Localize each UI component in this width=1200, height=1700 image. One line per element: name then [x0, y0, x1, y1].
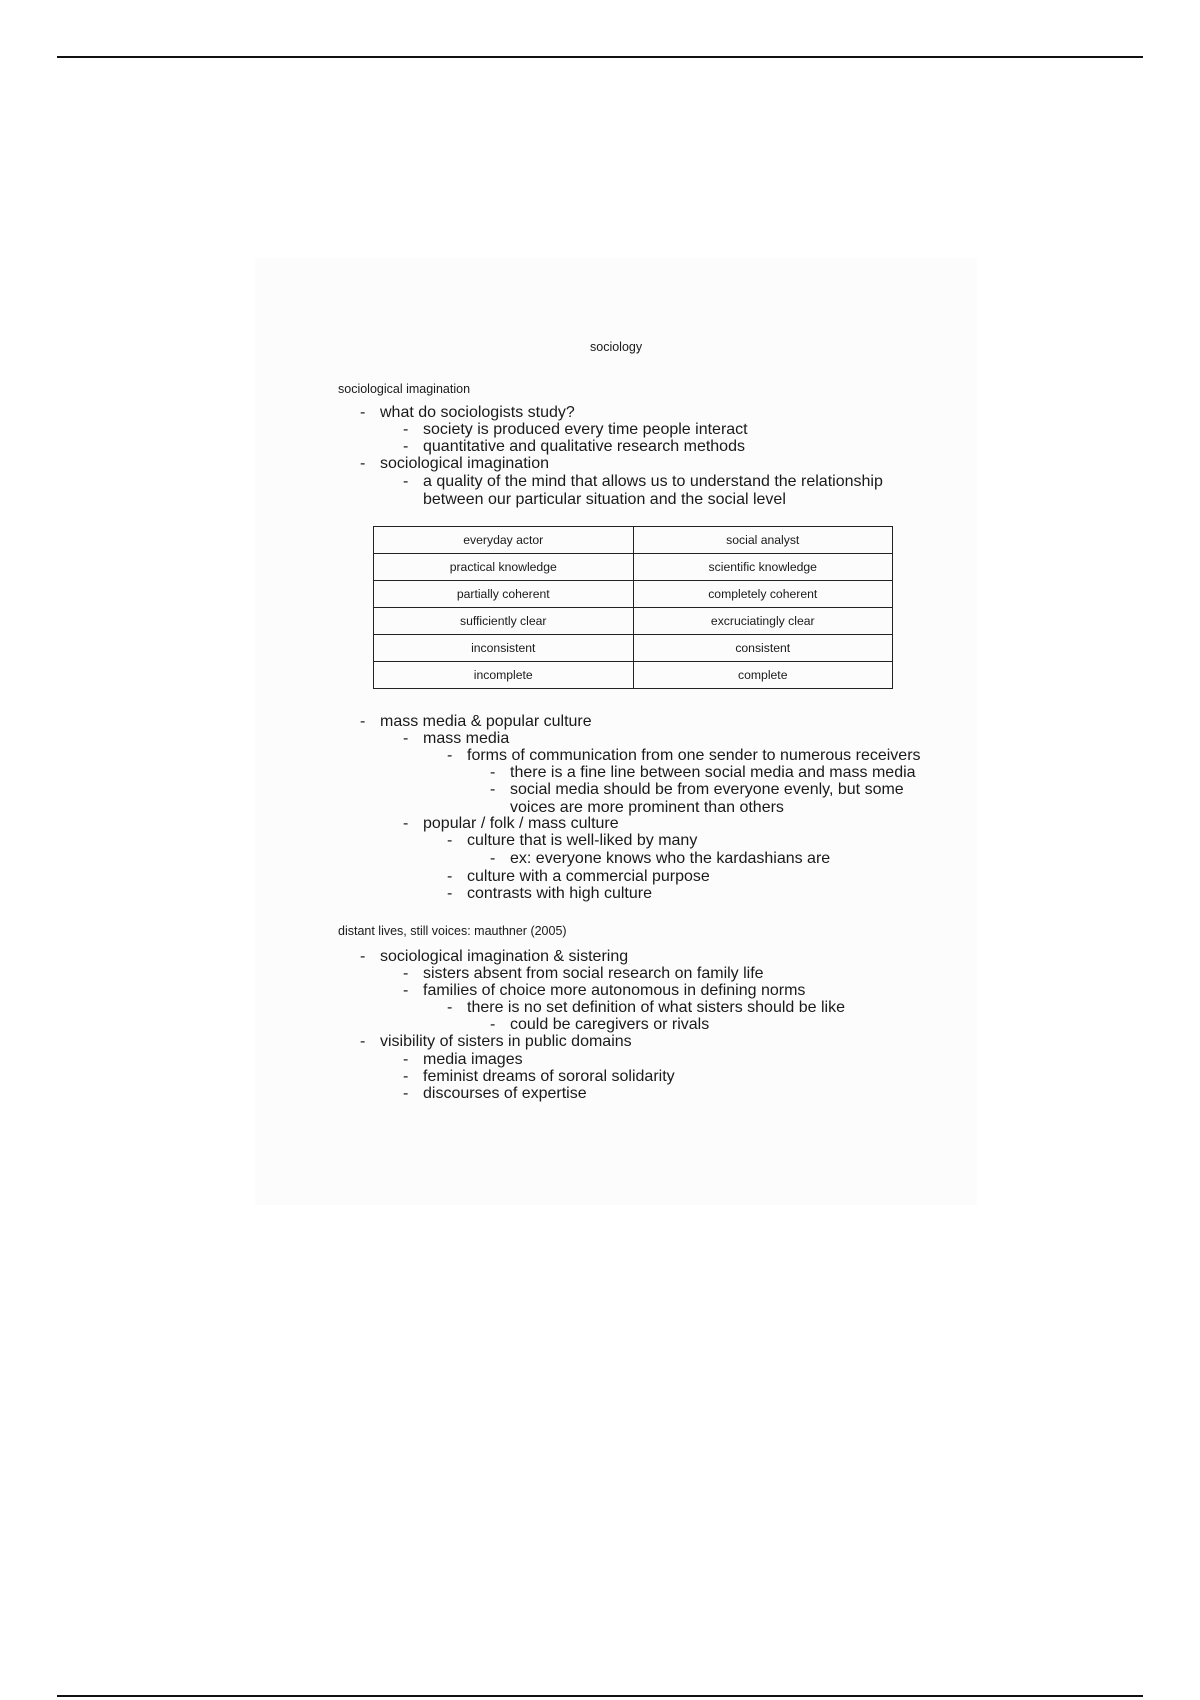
list-sublist [447, 832, 698, 849]
list-item: - quantitative and qualitative research methods [403, 438, 745, 455]
list-item: - a quality of the mind that allows us to understand the relationship between our particular situation and the social level [403, 473, 883, 508]
list-sublist [490, 1016, 710, 1033]
list-sublist [403, 965, 806, 999]
list-mass-media [360, 713, 592, 730]
list-item: - social media should be from everyone evenly, but some voices are more prominent than others [490, 781, 904, 816]
list-sublist [490, 764, 916, 817]
list-item: - visibility of sisters in public domains [360, 1033, 632, 1050]
list-sublist [447, 747, 921, 764]
comparison-table [373, 526, 893, 689]
list-sociological-imagination [360, 404, 575, 421]
table-cell: excruciatingly clear [633, 608, 893, 635]
table-row [374, 527, 893, 554]
table-row [374, 608, 893, 635]
list-item: - mass media [403, 730, 510, 747]
list-item: - contrasts with high culture [447, 885, 652, 902]
list-sublist [447, 999, 845, 1016]
table-cell: scientific knowledge [633, 554, 893, 581]
list-sublist [403, 730, 510, 747]
list-item: - society is produced every time people interact [403, 421, 748, 438]
top-rule [57, 56, 1143, 58]
table-cell: practical knowledge [374, 554, 634, 581]
table-row [374, 581, 893, 608]
list-item: - sociological imagination [360, 455, 549, 472]
list-sublist [403, 421, 748, 455]
bottom-rule [57, 1695, 1143, 1697]
table-cell: partially coherent [374, 581, 634, 608]
list-sublist [490, 850, 831, 867]
list-item: - there is a fine line between social media and mass media [490, 764, 916, 781]
list-item: - there is no set definition of what sisters should be like [447, 999, 845, 1016]
table-row [374, 554, 893, 581]
document-title: sociology [590, 340, 643, 354]
table-cell: sufficiently clear [374, 608, 634, 635]
section-heading-distant-lives: distant lives, still voices: mauthner (2005) [338, 924, 567, 938]
table-cell: completely coherent [633, 581, 893, 608]
table-cell: everyday actor [374, 527, 634, 554]
list-item: - culture with a commercial purpose [447, 868, 710, 885]
list-item: - popular / folk / mass culture [403, 815, 619, 832]
list-sociological-imagination-2 [360, 455, 549, 472]
list-item: - ex: everyone knows who the kardashians are [490, 850, 831, 867]
list-distant-lives-2 [360, 1033, 632, 1050]
list-item: - sociological imagination & sistering [360, 948, 629, 965]
table-cell: complete [633, 662, 893, 689]
table-cell: inconsistent [374, 635, 634, 662]
list-sublist [403, 815, 619, 832]
list-item: - discourses of expertise [403, 1085, 587, 1102]
list-sublist [447, 868, 710, 902]
table-row [374, 635, 893, 662]
list-item: - sisters absent from social research on family life [403, 965, 764, 982]
list-distant-lives [360, 948, 629, 965]
list-item: - feminist dreams of sororal solidarity [403, 1068, 675, 1085]
list-item: - families of choice more autonomous in defining norms [403, 982, 806, 999]
list-item: - forms of communication from one sender to numerous receivers [447, 747, 921, 764]
table-cell: incomplete [374, 662, 634, 689]
list-sublist [403, 473, 883, 509]
section-heading-sociological-imagination: sociological imagination [338, 382, 471, 396]
list-sublist [403, 1051, 675, 1102]
table-cell: social analyst [633, 527, 893, 554]
table-row [374, 662, 893, 689]
list-item: - mass media & popular culture [360, 713, 592, 730]
list-item: - could be caregivers or rivals [490, 1016, 710, 1033]
table-cell: consistent [633, 635, 893, 662]
list-item: - media images [403, 1051, 523, 1068]
list-item: - what do sociologists study? [360, 404, 575, 421]
list-item: - culture that is well-liked by many [447, 832, 698, 849]
